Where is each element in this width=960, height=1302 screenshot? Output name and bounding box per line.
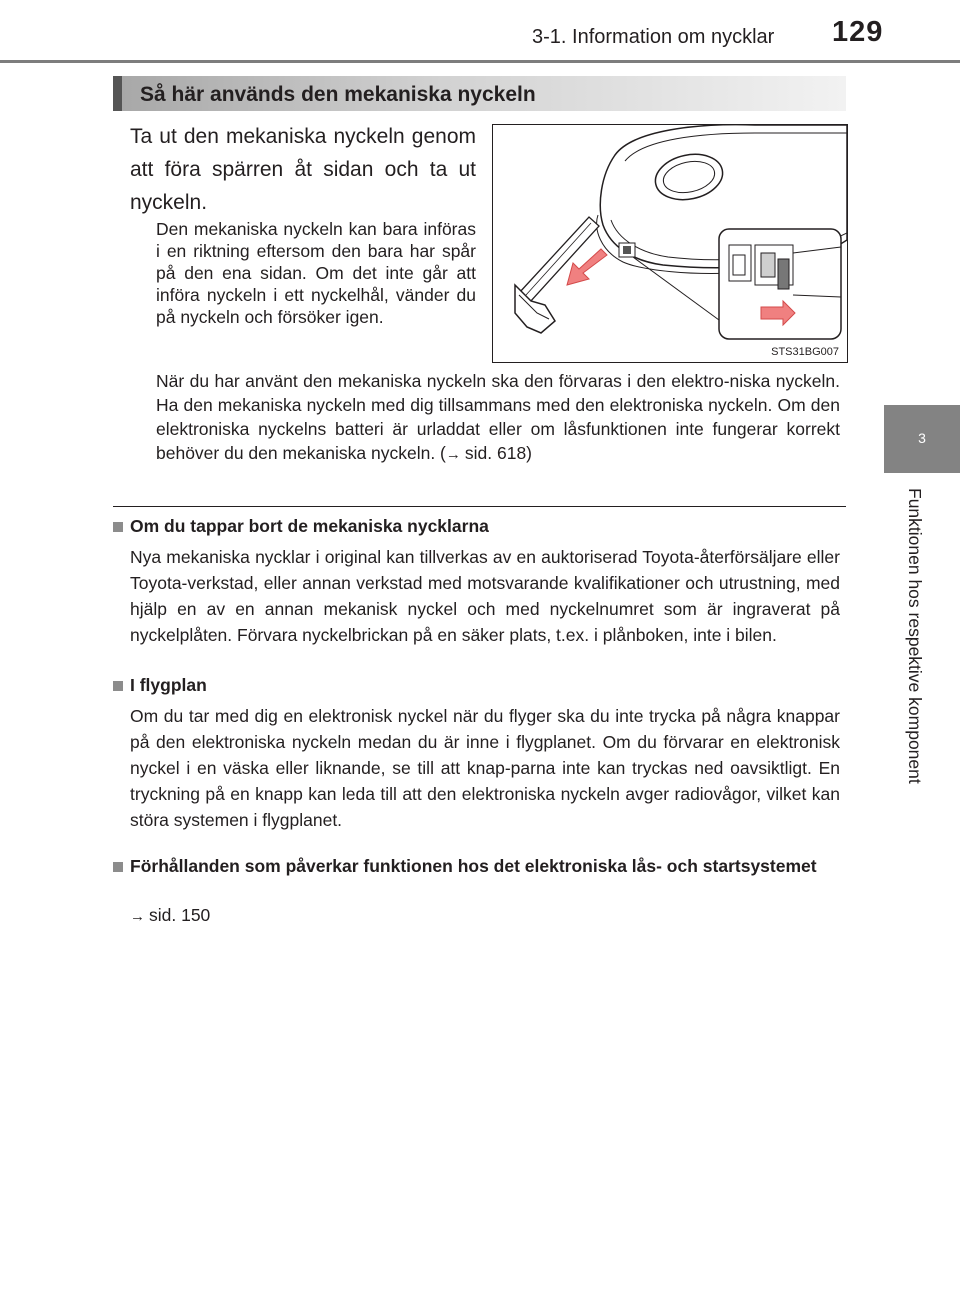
note-storage-text: När du har använt den mekaniska nyckeln ska den förvaras i den elektro-niska nyckeln. Ha den mekaniska nyckeln med dig tillsammans med den elektroniska nyckeln. Om den elektroniska nyckelns batteri är urladdat eller om låsfunktionen inte fungerar korrekt behöver du den mekaniska nyckeln. ( [156,371,840,463]
chapter-title: Funktionen hos respektive komponent [905,488,925,784]
item-ref-conditions [130,905,210,926]
item-body-lost-keys: Nya mekaniska nycklar i original kan tillverkas av en auktoriserad Toyota-återförsäljare eller Toyota-verkstad, eller annan verkstad med motsvarande kvalifikationer och utrustning, med hjälp en av en annan mekanisk nyckel och med nyckelnumret som är ingraverat på nyckelplåten. Förvara nyckelbrickan på en säker plats, t.ex. i plånboken, inte i bilen. [130,547,840,645]
section-divider [113,506,846,507]
square-bullet-icon [113,862,123,872]
square-bullet-icon [113,681,123,691]
item-heading-lost-keys: Om du tappar bort de mekaniska nycklarna [130,516,489,536]
item-heading-airplane: I flygplan [130,675,207,695]
header-rule [0,60,960,63]
page-number: 129 [832,16,884,48]
section-title: Så här används den mekaniska nyckeln [140,83,536,106]
running-header: 3-1. Information om nycklar [532,26,775,48]
section-heading-accent [113,76,122,111]
chapter-number: 3 [918,430,926,446]
intro-text: Ta ut den mekaniska nyckeln genom att föra spärren åt sidan och ta ut nyckeln. [130,125,476,214]
note-storage [156,369,840,467]
item-heading-conditions: Förhållanden som påverkar funktionen hos det elektroniska lås- och startsystemet [130,856,817,876]
key-illustration [492,124,848,363]
square-bullet-icon [113,522,123,532]
key-drawing [493,125,847,362]
arrow-right-icon: → [445,446,461,463]
note-key-direction: Den mekaniska nyckeln kan bara införas i en riktning eftersom den bara har spår på den ena sidan. Om det inte går att införa nyckeln i ett nyckelhål, vänder du på nyckeln och försöker igen. [156,219,476,327]
page-reference-link[interactable]: sid. 618) [464,443,533,463]
figure-code: STS31BG007 [771,346,839,358]
page-reference-link[interactable]: sid. 150 [149,905,211,925]
arrow-right-icon: → [130,908,145,925]
item-body-airplane: Om du tar med dig en elektronisk nyckel när du flyger ska du inte trycka på några knappar på den elektroniska nyckeln medan du är inne i flygplanet. Om du förvarar en elektronisk nyckel i en väska eller liknande, se till att knap-parna inte kan tryckas ned oavsiktligt. En tryckning på en knapp kan leda till att den elektroniska nyckeln avger radiovågor, vilket kan störa systemen i flygplanet. [130,706,840,830]
